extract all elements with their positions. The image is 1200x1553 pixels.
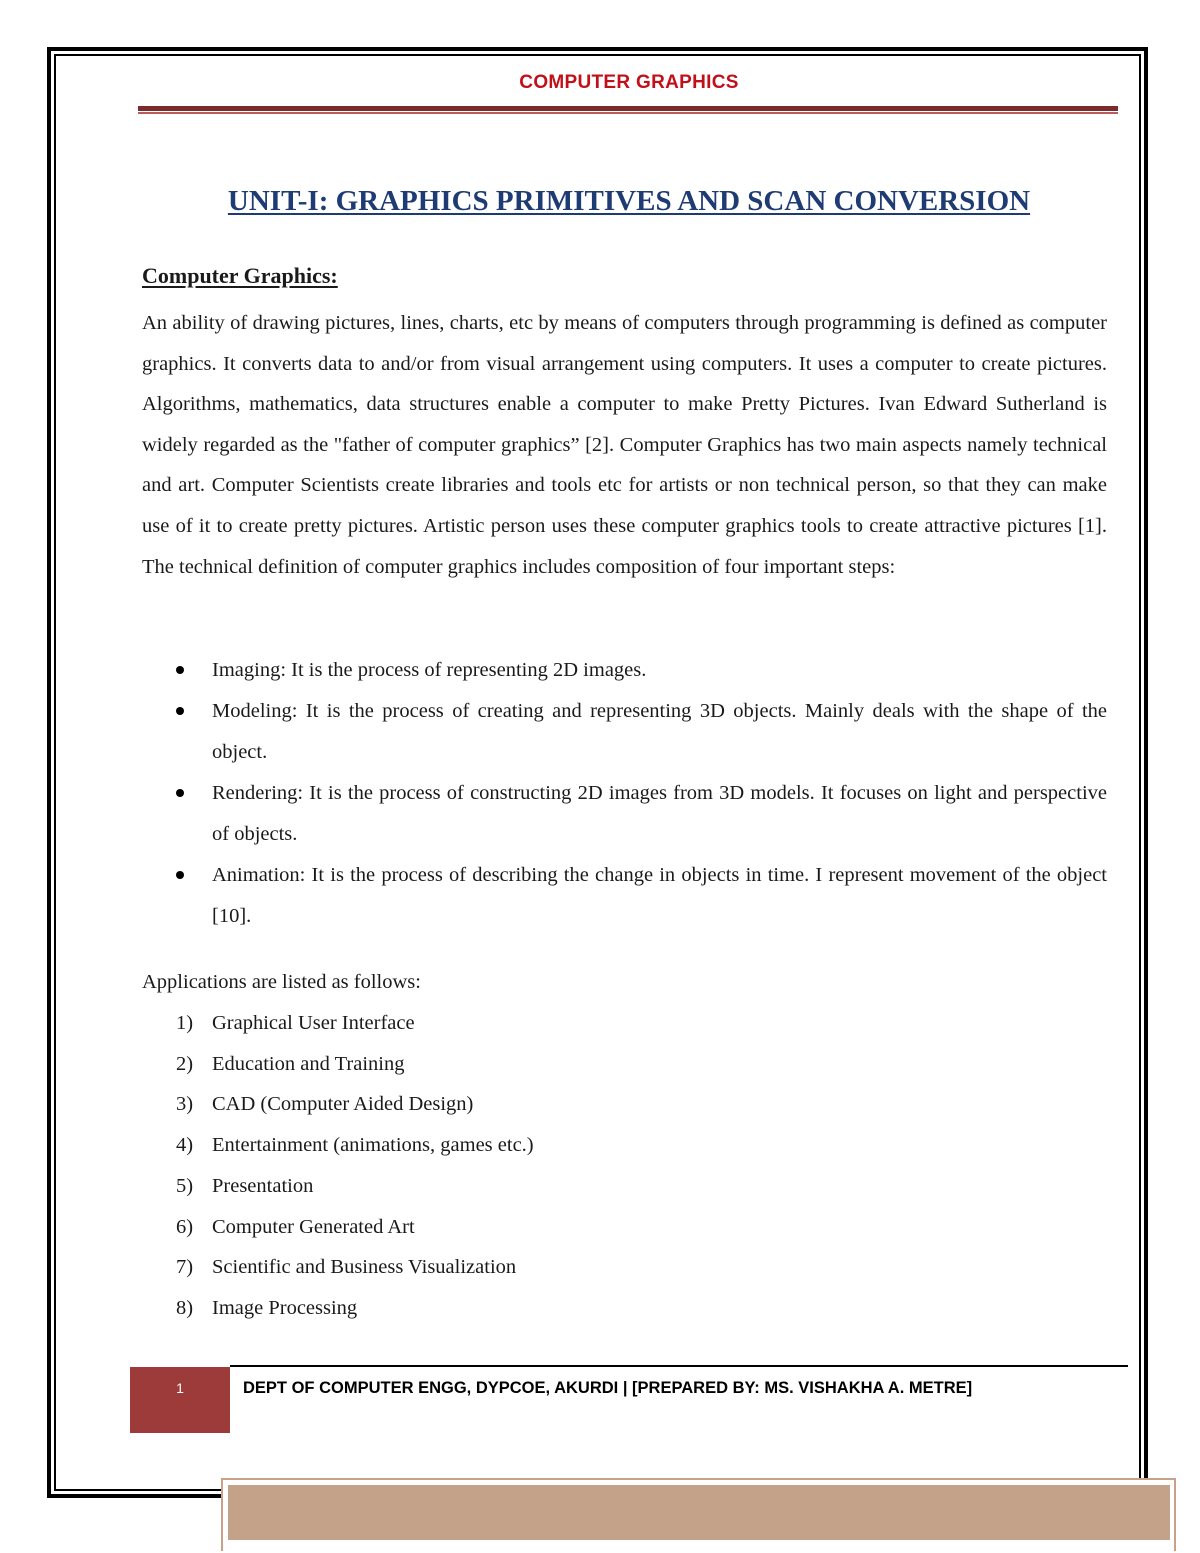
item-label: Image Processing xyxy=(212,1296,358,1319)
applications-list xyxy=(142,1003,1042,1329)
step-text: Modeling: It is the process of creating and representing 3D objects. Mainly deals with the shape of the object. xyxy=(212,700,1107,763)
item-number: 3) xyxy=(176,1093,194,1116)
item-number: 8) xyxy=(176,1296,194,1319)
intro-paragraph: An ability of drawing pictures, lines, charts, etc by means of computers through programming is defined as computer graphics. It converts data to and/or from visual arrangement using computers. It uses a computer to create pictures. Algorithms, mathematics, data structures enable a computer to make Pretty Pictures. Ivan Edward Sutherland is widely regarded as the "father of computer graphics” [2]. Computer Graphics has two main aspects namely technical and art. Computer Scientists create libraries and tools etc for artists or non technical person, so that they can make use of it to create pretty pictures. Artistic person uses these computer graphics tools to create attractive pictures [1]. The technical definition of computer graphics includes composition of four important steps: xyxy=(142,312,1107,578)
section-heading: Computer Graphics: xyxy=(142,263,338,288)
list-item xyxy=(142,773,1107,855)
item-label: Scientific and Business Visualization xyxy=(212,1256,517,1279)
item-number: 1) xyxy=(176,1012,194,1034)
item-label: Presentation xyxy=(212,1174,314,1197)
list-item xyxy=(142,1003,1042,1044)
list-item xyxy=(142,1125,1042,1166)
footer-text: DEPT OF COMPUTER ENGG, DYPCOE, AKURDI | [PREPARED BY: MS. VISHAKHA A. METRE] xyxy=(243,1379,973,1397)
list-item xyxy=(142,1044,1042,1085)
item-number: 5) xyxy=(176,1174,194,1197)
header-title: COMPUTER GRAPHICS xyxy=(519,72,739,93)
bullet-icon xyxy=(176,789,184,797)
applications-intro: Applications are listed as follows: xyxy=(142,971,421,993)
page-number-box xyxy=(130,1367,230,1433)
item-label: Entertainment (animations, games etc.) xyxy=(212,1134,534,1157)
list-item xyxy=(142,1247,1042,1288)
header-rule-thin xyxy=(138,112,1118,114)
step-text: Animation: It is the process of describing the change in objects in time. I represent movement of the object [10]. xyxy=(212,864,1107,927)
item-label: Computer Generated Art xyxy=(212,1215,415,1238)
bullet-icon xyxy=(176,707,184,715)
item-number: 6) xyxy=(176,1215,194,1238)
step-text: Imaging: It is the process of representing 2D images. xyxy=(212,659,647,681)
list-item xyxy=(142,1166,1042,1207)
list-item xyxy=(142,691,1107,773)
step-text: Rendering: It is the process of constructing 2D images from 3D models. It focuses on light and perspective of objects. xyxy=(212,782,1107,845)
page-number: 1 xyxy=(176,1380,184,1396)
list-item xyxy=(142,1288,1042,1329)
bullet-icon xyxy=(176,666,184,674)
footer-rule xyxy=(230,1365,1128,1367)
list-item xyxy=(142,650,1107,691)
bullet-icon xyxy=(176,871,184,879)
header-rule xyxy=(138,106,1118,111)
list-item xyxy=(142,855,1107,937)
item-label: Education and Training xyxy=(212,1052,405,1075)
item-number: 4) xyxy=(176,1134,194,1157)
item-label: Graphical User Interface xyxy=(212,1012,415,1034)
list-item xyxy=(142,1207,1042,1248)
item-number: 2) xyxy=(176,1052,194,1075)
item-number: 7) xyxy=(176,1256,194,1279)
list-item xyxy=(142,1084,1042,1125)
unit-title: UNIT-I: GRAPHICS PRIMITIVES AND SCAN CONVERSION xyxy=(227,185,1031,217)
item-label: CAD (Computer Aided Design) xyxy=(212,1093,474,1116)
bottom-band xyxy=(228,1485,1170,1540)
steps-list xyxy=(142,650,1107,937)
